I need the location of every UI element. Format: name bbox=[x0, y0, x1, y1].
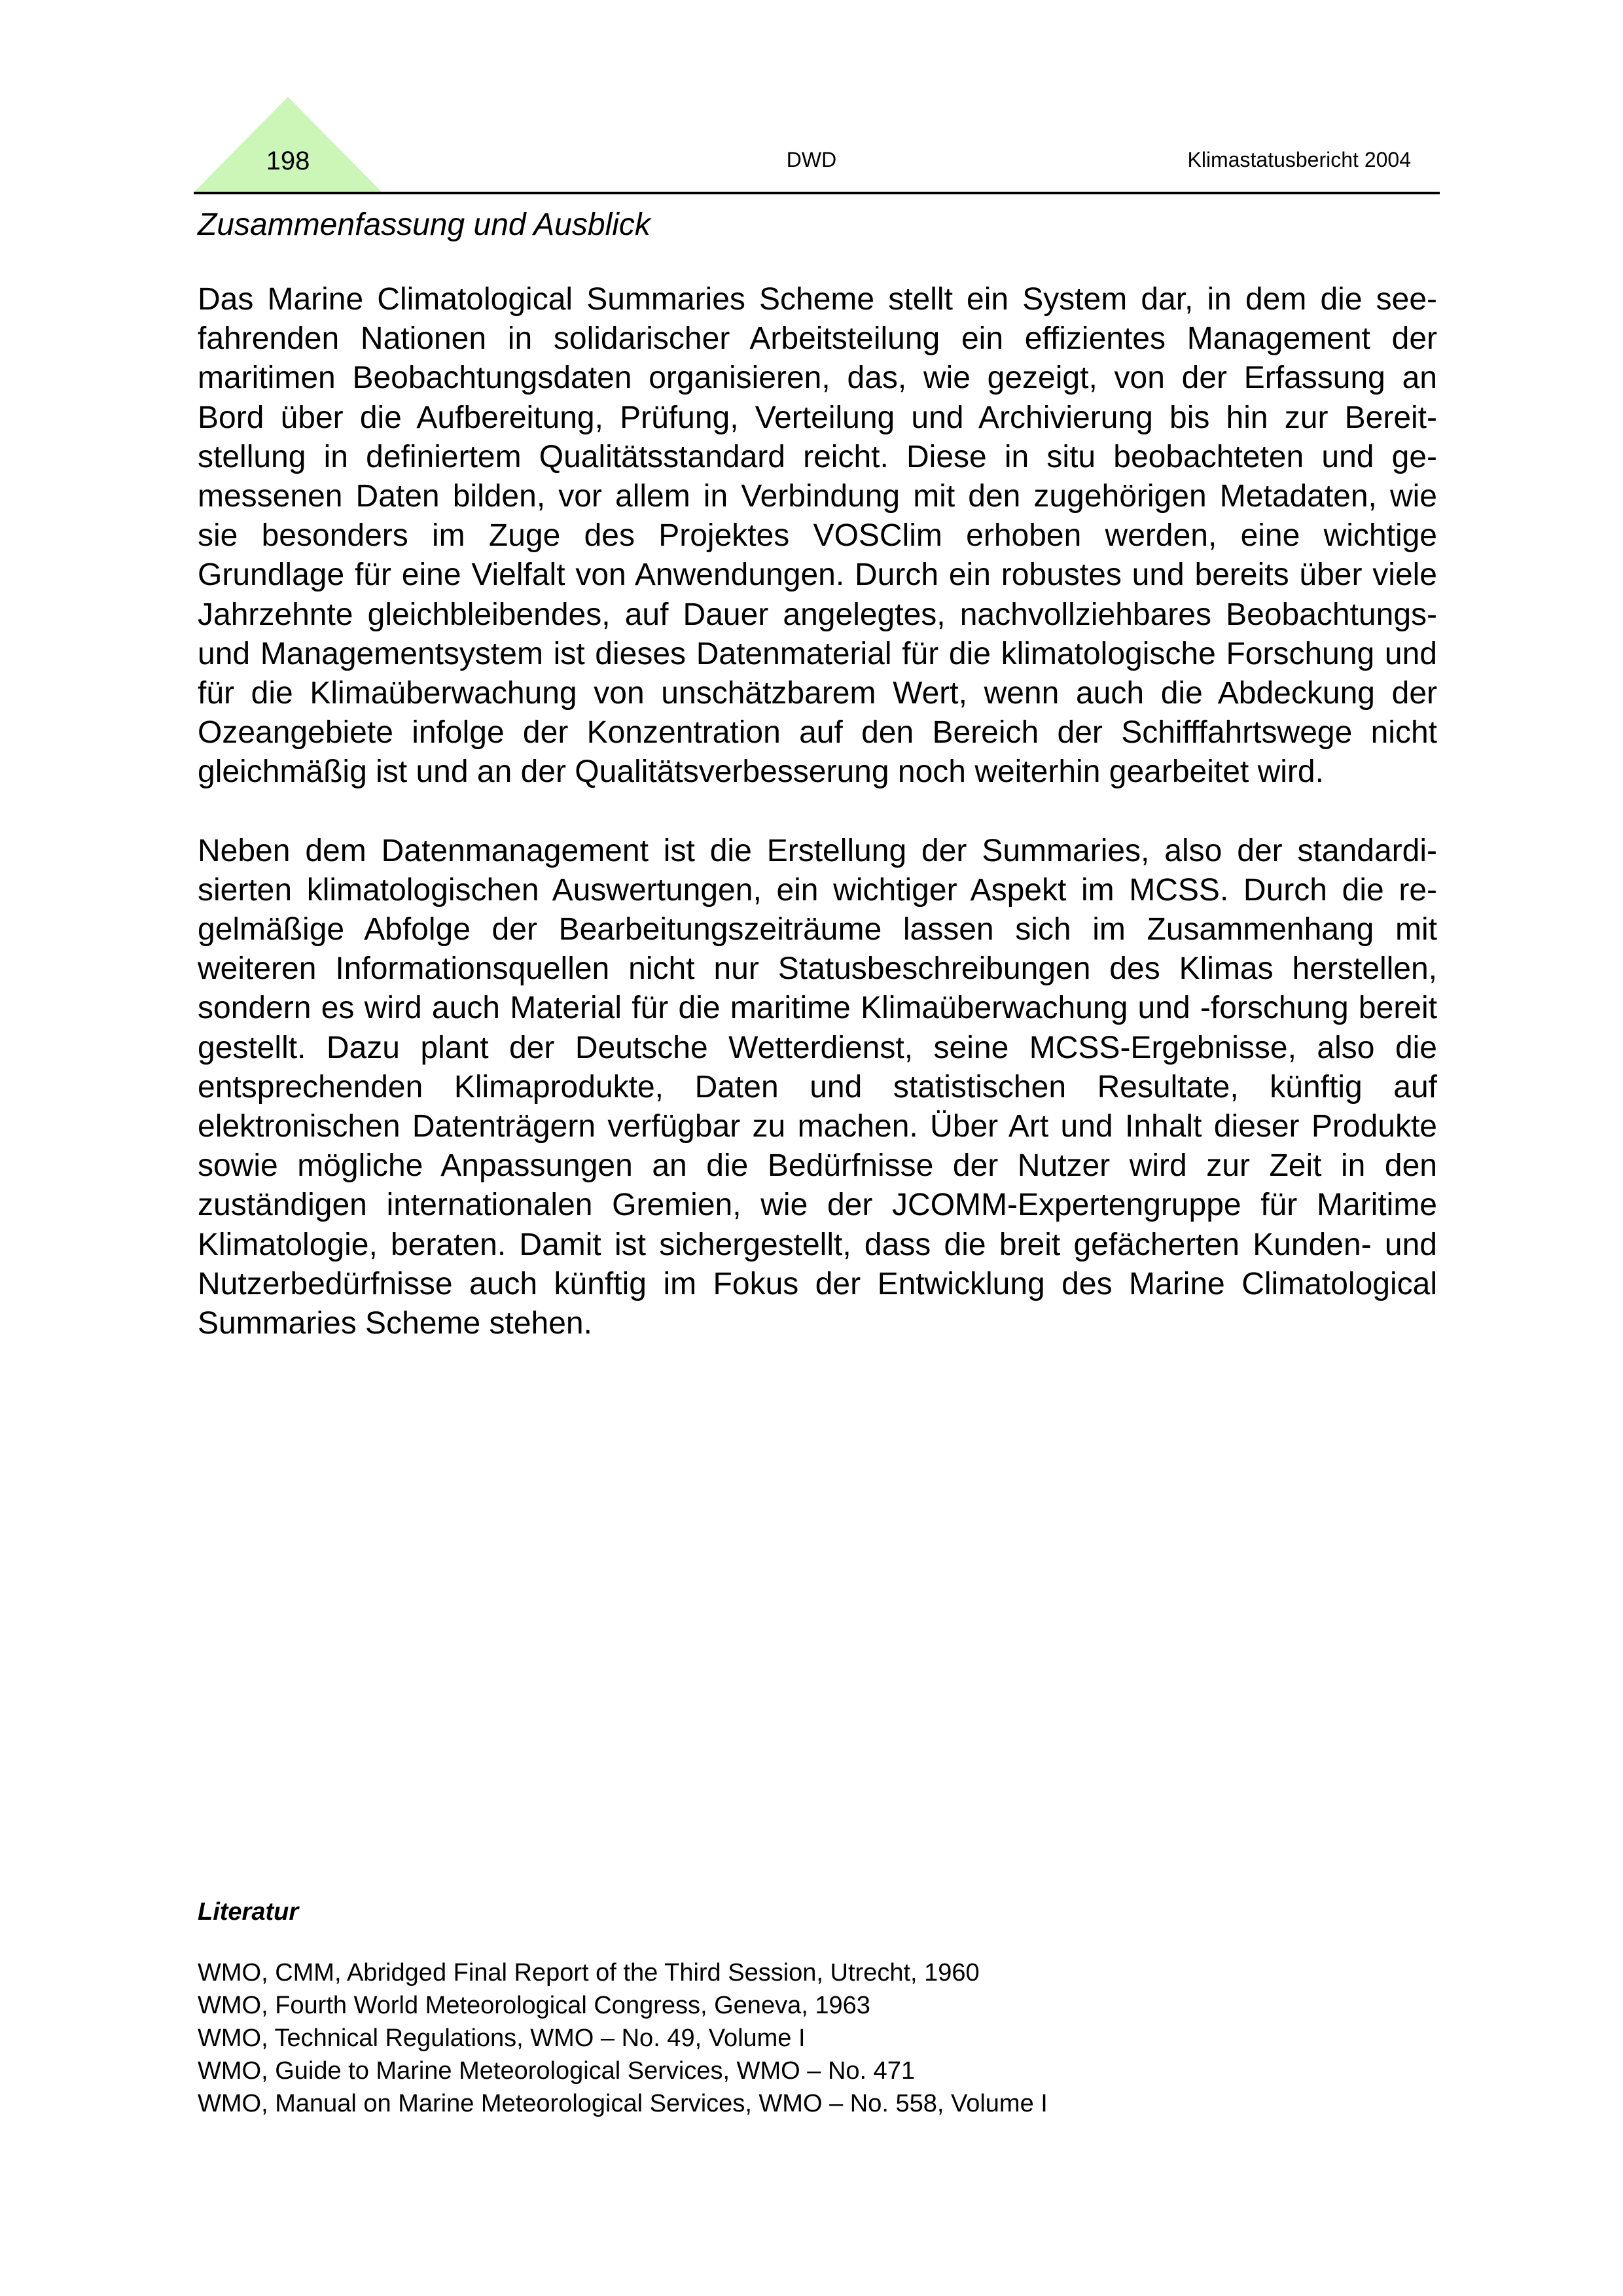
paragraph-1: Das Marine Climatological Summaries Scheme stellt ein System dar, in dem die seefahrenden Nationen in solidarischer Arbeitsteilung ein effizientes Management der maritimen Beobachtungsdaten organisieren, das, wie gezeigt, von der Erfassung an Bord über die Aufbereitung, Prüfung, Verteilung und Archivierung bis hin zur Bereitstellung in definiertem Qualitätsstandard reicht. Diese in situ beobachteten und gemessenen Daten bilden, vor allem in Verbindung mit den zugehörigen Metadaten, wie sie besonders im Zuge des Projektes VOSClim erhoben werden, eine wichtige Grundlage für eine Vielfalt von Anwendungen. Durch ein robustes und bereits über viele Jahrzehnte gleichbleibendes, auf Dauer angelegtes, nachvollziehbares Beobachtungs- und Managementsystem ist dieses Datenmaterial für die klimatologische Forschung und für die Klimaüberwachung von unschätzbarem Wert, wenn auch die Abdeckung der Ozeangebiete infolge der Konzentration auf den Bereich der Schifffahrtswege nicht gleichmäßig ist und an der Qualitätsverbesserung noch weiterhin gearbeitet wird. bbox=[198, 282, 1437, 790]
paragraph-2: Neben dem Datenmanagement ist die Erstellung der Summaries, also der standardisierten klimatologischen Auswertungen, ein wichtiger Aspekt im MCSS. Durch die regelmäßige Abfolge der Bearbeitungszeiträume lassen sich im Zusammenhang mit weiteren Informationsquellen nicht nur Statusbeschreibungen des Klimas herstellen, sondern es wird auch Material für die maritime Klimaüberwachung und -forschung bereit gestellt. Dazu plant der Deutsche Wetterdienst, seine MCSS-Ergebnisse, also die entsprechenden Klimaprodukte, Daten und statistischen Resultate, künftig auf elektronischen Datenträgern verfügbar zu machen. Über Art und Inhalt dieser Produkte sowie mögliche Anpassungen an die Bedürfnisse der Nutzer wird zur Zeit in den zuständigen internationalen Gremien, wie der JCOMM-Expertengruppe für Maritime Klimatologie, beraten. Damit ist sichergestellt, dass die breit gefächerten Kunden- und Nutzerbedürfnisse auch künftig im Fokus der Entwicklung des Marine Climatological Summaries Scheme stehen. bbox=[198, 833, 1437, 1341]
literature-entry: WMO, Guide to Marine Meteorological Services, WMO – No. 471 bbox=[198, 2057, 916, 2085]
page-number: 198 bbox=[266, 147, 310, 175]
literature-entry: WMO, CMM, Abridged Final Report of the Third Session, Utrecht, 1960 bbox=[198, 1959, 980, 1987]
page-number-triangle bbox=[194, 97, 382, 192]
literature-entry: WMO, Manual on Marine Meteorological Services, WMO – No. 558, Volume I bbox=[198, 2090, 1048, 2117]
triangle-shape bbox=[194, 97, 382, 192]
header-report-title: Klimastatusbericht 2004 bbox=[1187, 148, 1411, 171]
literature-heading: Literatur bbox=[198, 1898, 299, 1926]
literature-entry: WMO, Fourth World Meteorological Congress, Geneva, 1963 bbox=[198, 1992, 870, 2019]
body-text bbox=[198, 280, 1437, 1383]
literature-list bbox=[198, 1956, 1437, 2120]
header-publisher: DWD bbox=[786, 148, 837, 171]
literature-entry: WMO, Technical Regulations, WMO – No. 49, Volume I bbox=[198, 2024, 806, 2052]
section-title: Zusammenfassung und Ausblick bbox=[198, 207, 651, 242]
header-divider bbox=[194, 192, 1440, 194]
